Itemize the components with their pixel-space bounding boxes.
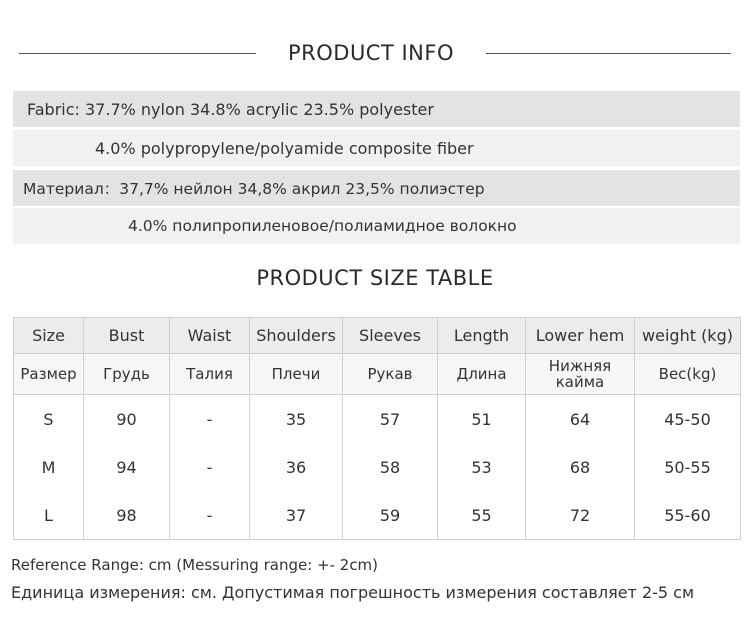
reference-note-en: Reference Range: cm (Messuring range: +- 2cm) — [11, 556, 379, 574]
table-cell: S — [14, 395, 84, 444]
header-ru-cell: Плечи — [250, 354, 343, 395]
fabric-en-line2 — [13, 130, 740, 166]
table-cell: 45-50 — [635, 395, 741, 444]
size-table-header-ru — [14, 354, 741, 395]
fabric-ru-text-2: 4.0% полипропиленовое/полиамидное волокно — [128, 217, 517, 235]
table-row — [14, 395, 741, 444]
table-cell: - — [170, 491, 250, 540]
table-cell: 36 — [250, 443, 343, 491]
size-table-title: PRODUCT SIZE TABLE — [256, 266, 494, 290]
fabric-ru-line1 — [13, 170, 740, 206]
table-cell: 50-55 — [635, 443, 741, 491]
table-cell: 72 — [526, 491, 635, 540]
fabric-en-text-2: 4.0% polypropylene/polyamide composite fiber — [95, 138, 474, 158]
header-en-cell: Length — [438, 318, 526, 354]
table-cell: 59 — [343, 491, 438, 540]
size-table-heading — [0, 263, 750, 293]
table-cell: 55-60 — [635, 491, 741, 540]
table-cell: 51 — [438, 395, 526, 444]
table-cell: 68 — [526, 443, 635, 491]
header-ru-cell: Размер — [14, 354, 84, 395]
fabric-ru-text-1: Материал：37,7% нейлон 34,8% акрил 23,5% полиэстер — [23, 180, 485, 198]
header-ru-cell: Рукав — [343, 354, 438, 395]
table-row — [14, 443, 741, 491]
table-cell: 94 — [84, 443, 170, 491]
header-ru-cell: Вес(kg) — [635, 354, 741, 395]
fabric-en-line1 — [13, 91, 740, 127]
header-ru-cell: Длина — [438, 354, 526, 395]
header-en-cell: Size — [14, 318, 84, 354]
product-info-title: PRODUCT INFO — [287, 41, 454, 65]
header-en-cell: Shoulders — [250, 318, 343, 354]
table-cell: 98 — [84, 491, 170, 540]
fabric-ru-line2 — [13, 208, 740, 244]
header-en-cell: weight (kg) — [635, 318, 741, 354]
table-cell: 58 — [343, 443, 438, 491]
table-row — [14, 491, 741, 540]
fabric-en-text-1: Fabric: 37.7% nylon 34.8% acrylic 23.5% polyester — [27, 99, 434, 119]
size-table — [13, 317, 741, 540]
header-en-cell: Waist — [170, 318, 250, 354]
table-cell: 37 — [250, 491, 343, 540]
heading-rule-left — [19, 53, 256, 54]
table-cell: L — [14, 491, 84, 540]
header-ru-cell: Нижняя кайма — [526, 354, 635, 395]
table-cell: - — [170, 395, 250, 444]
size-table-header-en — [14, 318, 741, 354]
product-info-heading — [0, 38, 750, 68]
reference-note-ru: Единица измерения: см. Допустимая погрешность измерения составляет 2-5 см — [11, 583, 695, 602]
table-cell: 90 — [84, 395, 170, 444]
header-ru-cell: Талия — [170, 354, 250, 395]
table-cell: M — [14, 443, 84, 491]
table-cell: 57 — [343, 395, 438, 444]
table-cell: 55 — [438, 491, 526, 540]
header-en-cell: Sleeves — [343, 318, 438, 354]
table-cell: 35 — [250, 395, 343, 444]
header-en-cell: Bust — [84, 318, 170, 354]
table-cell: - — [170, 443, 250, 491]
header-en-cell: Lower hem — [526, 318, 635, 354]
table-cell: 64 — [526, 395, 635, 444]
header-ru-cell: Грудь — [84, 354, 170, 395]
table-cell: 53 — [438, 443, 526, 491]
heading-rule-right — [486, 53, 731, 54]
